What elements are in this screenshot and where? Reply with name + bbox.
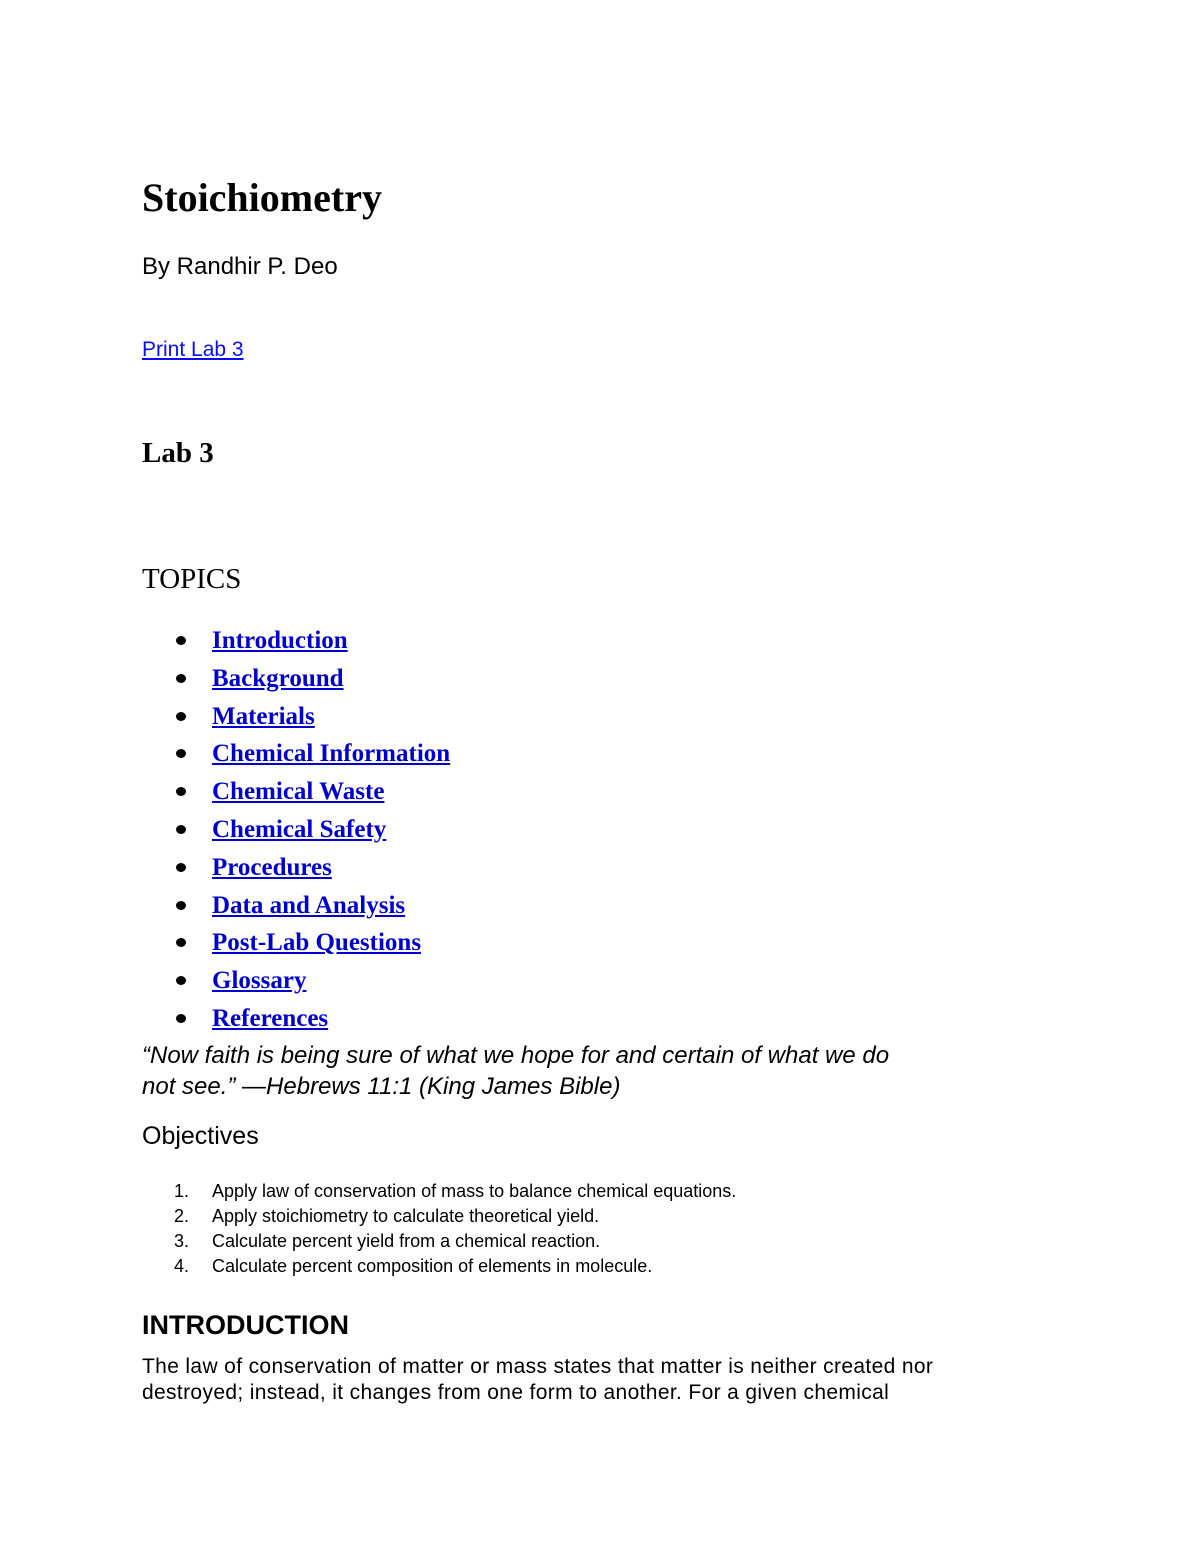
topic-item: [142, 698, 450, 736]
bullet-icon: [176, 636, 186, 645]
bullet-icon: [176, 749, 186, 758]
topics-heading: TOPICS: [142, 563, 242, 595]
topic-item: [142, 622, 450, 660]
objective-item: [142, 1204, 736, 1229]
topic-item: [142, 887, 450, 925]
scripture-quote: [142, 1040, 1042, 1102]
topic-link-introduction[interactable]: Introduction: [212, 627, 348, 654]
bullet-icon: [176, 674, 186, 683]
objective-text: Calculate percent yield from a chemical reaction.: [212, 1231, 601, 1251]
bullet-icon: [176, 712, 186, 721]
topic-link-chemical-waste[interactable]: Chemical Waste: [212, 778, 385, 806]
quote-line-1: “Now faith is being sure of what we hope for and certain of what we do: [142, 1042, 890, 1069]
lab-heading: Lab 3: [142, 437, 214, 469]
topic-item: [142, 735, 450, 773]
bullet-icon: [176, 863, 186, 872]
topic-link-post-lab-questions[interactable]: Post-Lab Questions: [212, 929, 422, 957]
topic-item: [142, 773, 450, 811]
introduction-line-1: The law of conservation of matter or mass states that matter is neither created nor: [142, 1355, 934, 1378]
page-title: Stoichiometry: [142, 175, 382, 220]
bullet-icon: [176, 938, 186, 947]
introduction-paragraph: [142, 1354, 1042, 1406]
bullet-icon: [176, 976, 186, 985]
objective-text: Apply law of conservation of mass to balance chemical equations.: [212, 1181, 737, 1201]
bullet-icon: [176, 901, 186, 910]
topic-link-data-and-analysis[interactable]: Data and Analysis: [212, 891, 406, 919]
topic-link-chemical-safety[interactable]: Chemical Safety: [212, 815, 387, 843]
objective-number: 2.: [174, 1206, 190, 1226]
objective-text: Apply stoichiometry to calculate theoretical yield.: [212, 1206, 600, 1226]
objective-number: 3.: [174, 1231, 190, 1251]
introduction-line-2: destroyed; instead, it changes from one form to another. For a given chemical: [142, 1381, 890, 1404]
objective-number: 1.: [174, 1181, 190, 1201]
objectives-heading: Objectives: [142, 1122, 259, 1150]
topic-item: [142, 811, 450, 849]
quote-line-2: not see.” —Hebrews 11:1 (King James Bible): [142, 1073, 621, 1100]
objective-number: 4.: [174, 1256, 190, 1276]
topic-link-glossary[interactable]: Glossary: [212, 967, 307, 995]
bullet-icon: [176, 787, 186, 796]
bullet-icon: [176, 825, 186, 834]
objective-item: [142, 1179, 736, 1204]
topic-item: [142, 1000, 450, 1038]
topic-item: [142, 849, 450, 887]
topic-link-chemical-information[interactable]: Chemical Information: [212, 740, 451, 768]
topic-link-references[interactable]: References: [212, 1004, 329, 1032]
introduction-heading: INTRODUCTION: [142, 1310, 349, 1340]
objective-text: Calculate percent composition of elements in molecule.: [212, 1256, 653, 1276]
author-byline: By Randhir P. Deo: [142, 253, 338, 280]
bullet-icon: [176, 1014, 186, 1023]
objectives-list: [142, 1179, 736, 1279]
print-lab-link[interactable]: Print Lab 3: [142, 338, 244, 361]
topic-link-background[interactable]: Background: [212, 664, 344, 692]
topic-item: [142, 962, 450, 1000]
topics-list: [142, 622, 450, 1038]
objective-item: [142, 1229, 736, 1254]
topic-item: [142, 924, 450, 962]
objective-item: [142, 1254, 736, 1279]
topic-link-procedures[interactable]: Procedures: [212, 853, 332, 881]
topic-item: [142, 660, 450, 698]
topic-link-materials[interactable]: Materials: [212, 702, 315, 730]
